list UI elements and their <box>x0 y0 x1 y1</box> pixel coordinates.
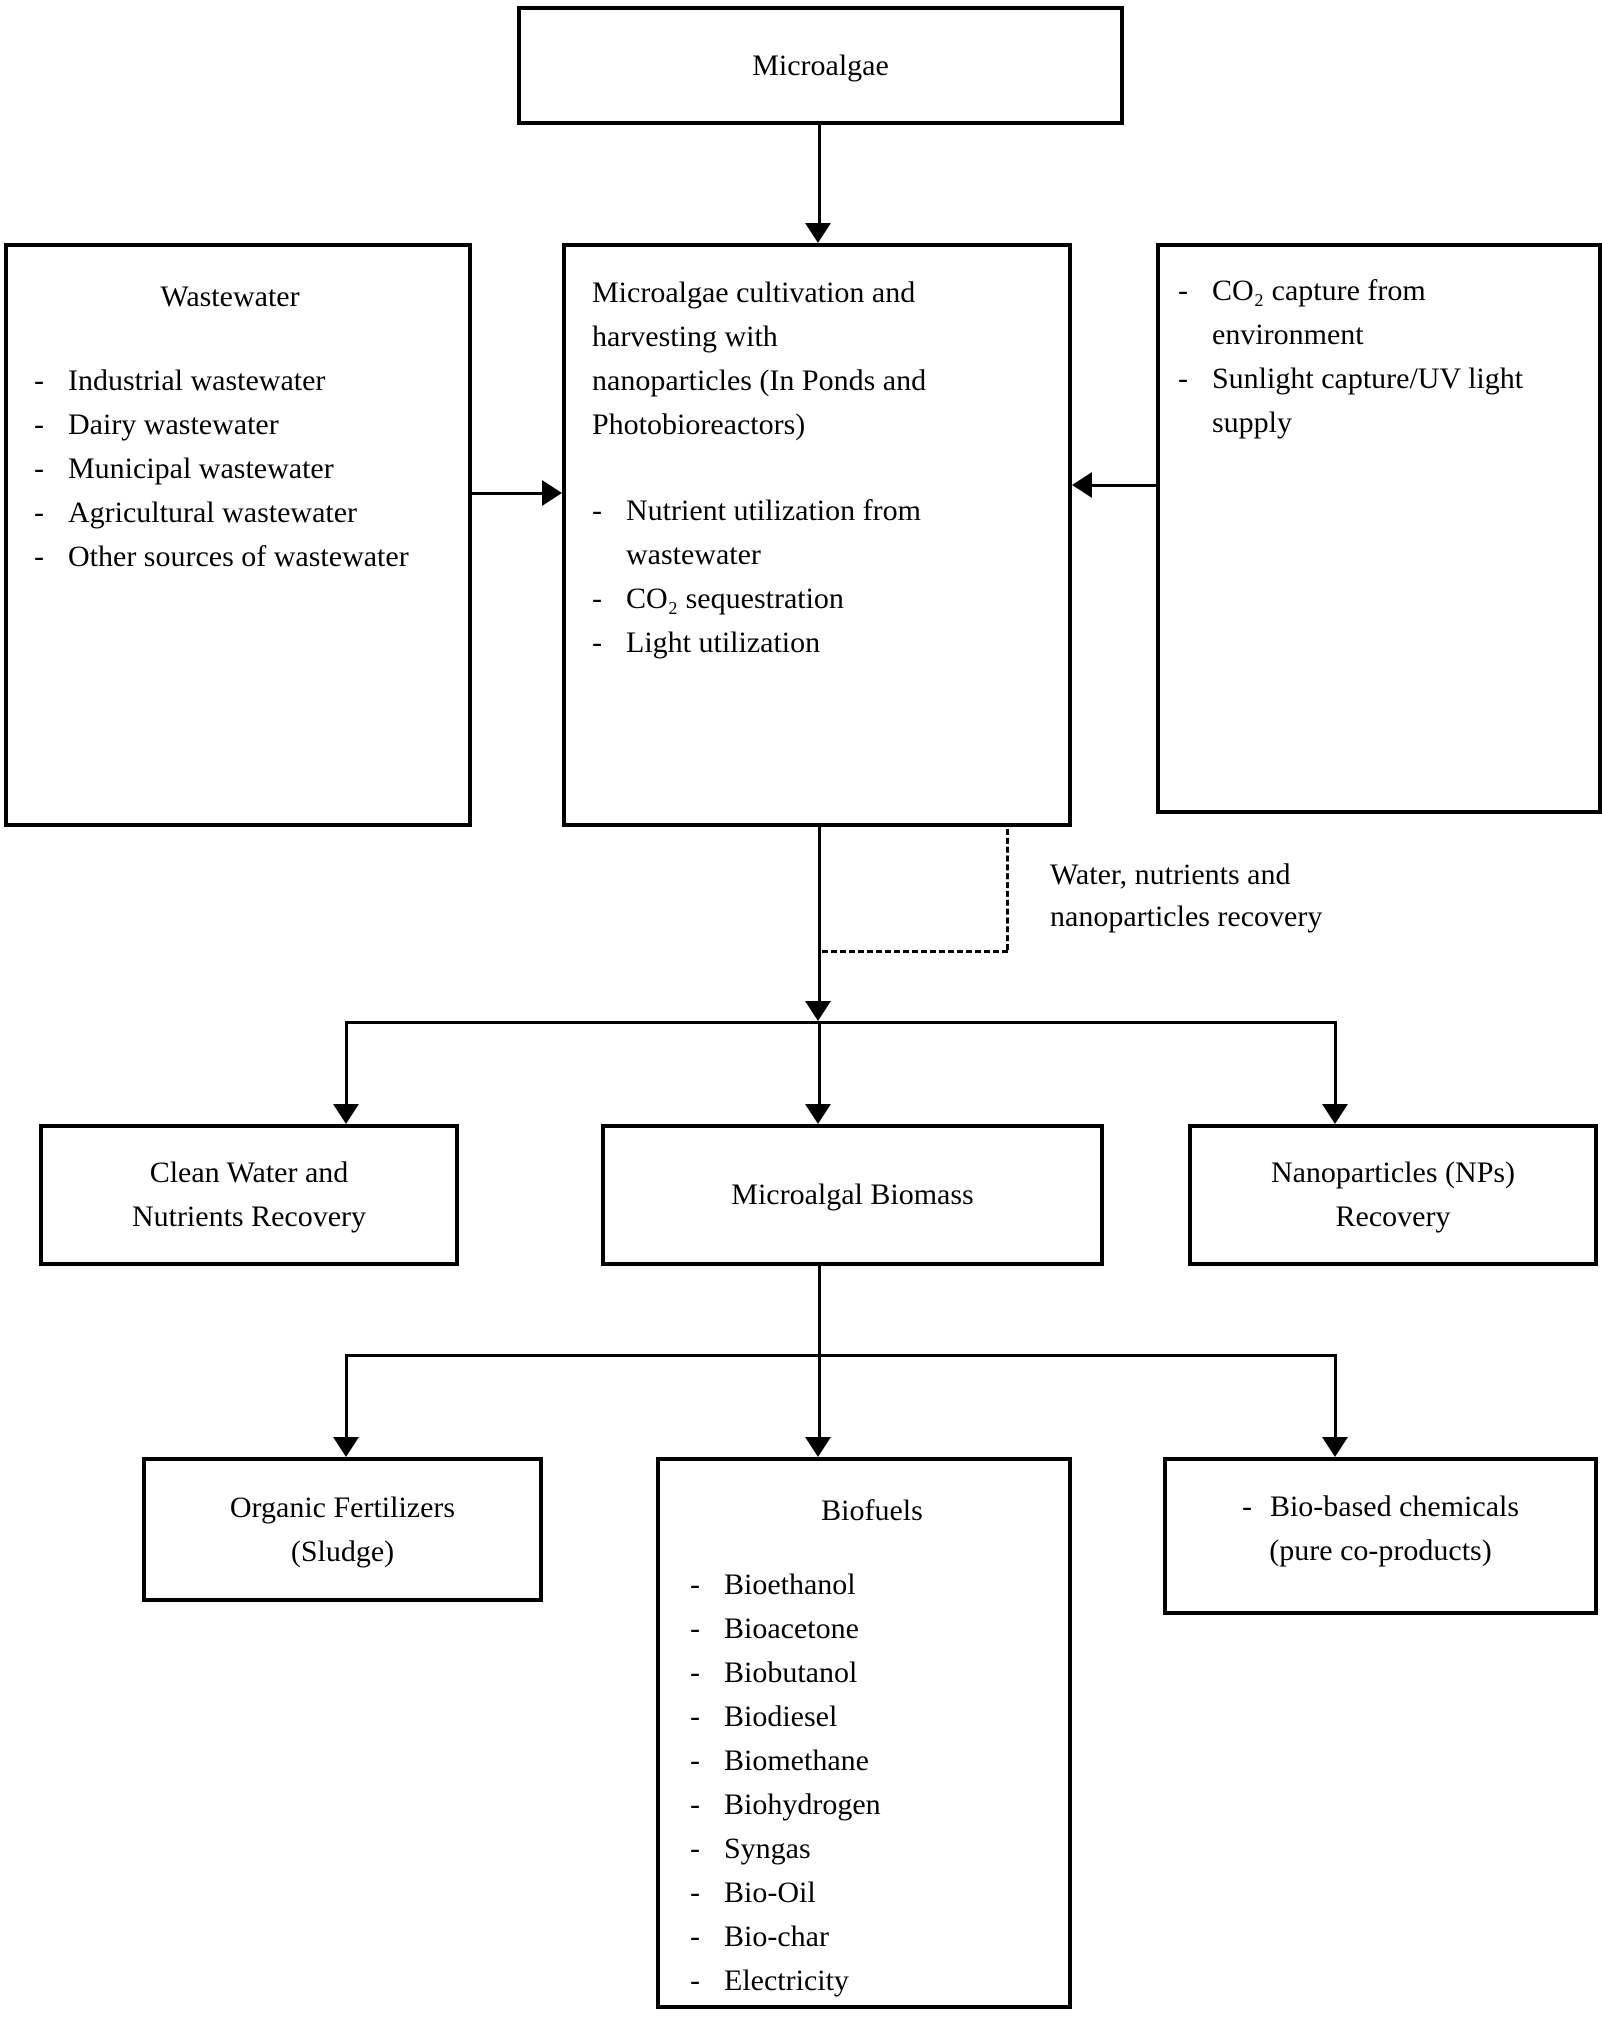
arrowhead-down-icon <box>805 1001 831 1021</box>
drop-line-cleanwater <box>345 1021 348 1106</box>
connector-cultivation-splitter1 <box>818 827 821 1003</box>
list-item: - Syngas <box>690 1827 1054 1871</box>
list-item: - Municipal wastewater <box>34 447 426 491</box>
drop-line-np <box>1334 1021 1337 1106</box>
arrowhead-down-icon <box>333 1437 359 1457</box>
node-microalgal-biomass <box>601 1124 1104 1266</box>
bullet-dash <box>592 489 626 577</box>
recovery-note-line: nanoparticles recovery <box>1050 900 1323 933</box>
recovery-note-line: Water, nutrients and <box>1050 858 1291 891</box>
list-item <box>1181 1485 1580 1529</box>
node-title-line: Photobioreactors) <box>592 408 806 441</box>
list-item: - Biomethane <box>690 1739 1054 1783</box>
list-item: - Biobutanol <box>690 1651 1054 1695</box>
node-microalgae <box>517 6 1124 125</box>
node-title: Wastewater <box>160 280 300 313</box>
bullet-dash <box>34 535 68 579</box>
list-item: - Biohydrogen <box>690 1783 1054 1827</box>
list-item: - CO₂ capture from environment <box>1178 269 1528 357</box>
node-title-line: Organic Fertilizers <box>229 1490 456 1524</box>
node-title-line: (pure co-products) <box>1269 1534 1492 1567</box>
bullet-dash <box>690 1563 724 1607</box>
recovery-note <box>1050 854 1430 938</box>
list-item: - Bioethanol <box>690 1563 1054 1607</box>
dashed-recovery-line-horizontal <box>822 950 1008 953</box>
bullet-dash <box>690 1739 724 1783</box>
bullet-dash <box>690 1607 724 1651</box>
splitter1-line <box>346 1021 1337 1024</box>
connector-microalgae-cultivation <box>818 125 821 223</box>
bullet-dash <box>1242 1485 1270 1529</box>
node-nanoparticles-recovery <box>1188 1124 1598 1266</box>
bullet-dash <box>690 1915 724 1959</box>
list-item: - Other sources of wastewater <box>34 535 426 579</box>
bullet-dash <box>592 621 626 665</box>
bullet-dash <box>1178 357 1212 445</box>
list-item: - Sunlight capture/UV light supply <box>1178 357 1528 445</box>
list-item: - Nutrient utilization from wastewater <box>592 489 1054 577</box>
list-item: - Bioacetone <box>690 1607 1054 1651</box>
node-title-line: Bio-based chemicals <box>1269 1490 1520 1523</box>
arrowhead-right-icon <box>542 480 562 506</box>
node-title-line: (Sludge) <box>290 1534 395 1568</box>
wastewater-list <box>34 359 426 579</box>
bullet-dash <box>690 1651 724 1695</box>
arrowhead-down-icon <box>805 1104 831 1124</box>
bullet-dash <box>34 403 68 447</box>
arrowhead-down-icon <box>1322 1437 1348 1457</box>
connector-wastewater-cultivation <box>472 492 544 495</box>
connector-biomass-splitter2 <box>818 1266 821 1354</box>
list-item: - Bio-char <box>690 1915 1054 1959</box>
node-title: Biofuels <box>821 1494 923 1527</box>
inputs-list <box>1178 269 1528 445</box>
node-title-line: Clean Water and <box>149 1156 349 1189</box>
node-title-line: Recovery <box>1335 1200 1451 1233</box>
arrowhead-down-icon <box>805 223 831 243</box>
bullet-dash <box>690 1871 724 1915</box>
list-item: - Agricultural wastewater <box>34 491 426 535</box>
drop-line-chemicals <box>1334 1354 1337 1437</box>
list-item: - Dairy wastewater <box>34 403 426 447</box>
node-title-line: Nutrients Recovery <box>131 1200 367 1233</box>
arrowhead-down-icon <box>805 1437 831 1457</box>
connector-inputs-cultivation <box>1090 484 1156 487</box>
list-item: - Electricity <box>690 1959 1054 2003</box>
node-biobased-chemicals <box>1163 1457 1598 1615</box>
node-title-line: nanoparticles (In Ponds and <box>592 364 927 397</box>
bullet-dash <box>690 1695 724 1739</box>
list-item: - Industrial wastewater <box>34 359 426 403</box>
node-title-line: harvesting with <box>592 320 778 353</box>
bullet-dash <box>690 1827 724 1871</box>
node-clean-water <box>39 1124 459 1266</box>
bullet-dash <box>690 1959 724 2003</box>
list-item: - Bio-Oil <box>690 1871 1054 1915</box>
cultivation-list <box>592 489 1054 665</box>
node-title-line: Nanoparticles (NPs) <box>1270 1156 1516 1189</box>
list-item: - Light utilization <box>592 621 1054 665</box>
arrowhead-down-icon <box>333 1104 359 1124</box>
bullet-dash <box>34 359 68 403</box>
drop-line-biomass <box>818 1021 821 1106</box>
node-title: Microalgal Biomass <box>731 1178 974 1211</box>
bullet-dash <box>690 1783 724 1827</box>
drop-line-biofuels <box>818 1354 821 1437</box>
list-item: - Biodiesel <box>690 1695 1054 1739</box>
arrowhead-down-icon <box>1322 1104 1348 1124</box>
node-organic-fertilizers <box>142 1457 543 1602</box>
drop-line-fertilizers <box>345 1354 348 1437</box>
bullet-dash <box>34 447 68 491</box>
biofuels-list <box>690 1563 1054 2003</box>
bullet-dash <box>592 577 626 621</box>
node-title: Microalgae <box>752 48 889 82</box>
node-biofuels <box>656 1457 1072 2009</box>
list-item: - CO₂ sequestration <box>592 577 1054 621</box>
node-cultivation <box>562 243 1072 827</box>
bullet-dash <box>1178 269 1212 357</box>
node-environment-inputs <box>1156 243 1602 814</box>
node-wastewater <box>4 243 472 827</box>
arrowhead-left-icon <box>1072 472 1092 498</box>
bullet-dash <box>34 491 68 535</box>
node-title-line: Microalgae cultivation and <box>592 276 916 309</box>
splitter2-line <box>346 1354 1337 1357</box>
dashed-recovery-line-vertical <box>1006 829 1009 950</box>
